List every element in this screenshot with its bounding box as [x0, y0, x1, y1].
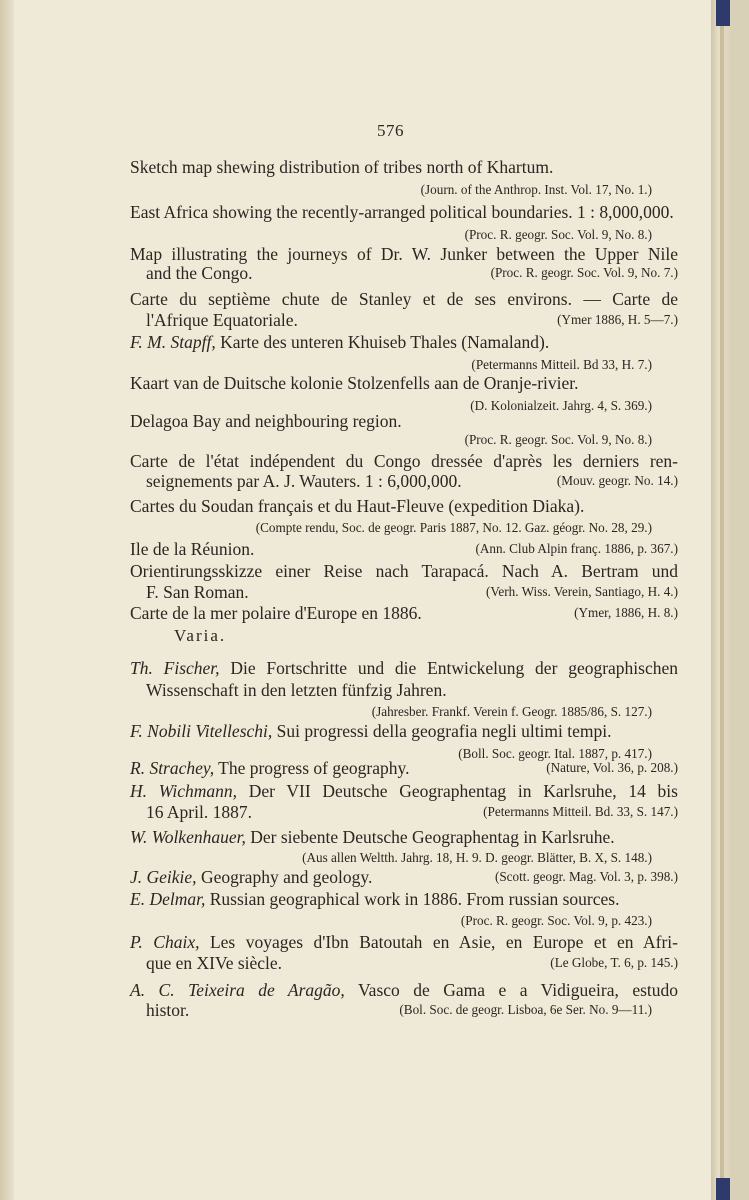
varia-author: E. Delmar, — [130, 889, 206, 909]
entry-author: F. M. Stapff, — [130, 332, 216, 352]
varia-source: (Bol. Soc. de geogr. Lisboa, 6e Ser. No. 9—11.) — [399, 1002, 652, 1017]
entry-line: Sketch map shewing distribution of tribes north of Khartum. — [130, 157, 554, 177]
varia-author: Th. Fischer, — [130, 658, 220, 678]
varia-line: 16 April. 1887. — [146, 802, 252, 822]
entry-line: Ile de la Réunion. — [130, 539, 255, 559]
varia-author: R. Strachey, — [130, 758, 215, 778]
varia-author: H. Wichmann, — [130, 781, 237, 801]
varia-line-with-source — [130, 757, 678, 779]
spine-line — [720, 0, 724, 1200]
varia-source: (Proc. R. geogr. Soc. Vol. 9, p. 423.) — [460, 913, 652, 928]
entry-line: Cartes du Soudan français et du Haut-Fleuve (expedition Diaka). — [130, 496, 585, 516]
binding-edge — [0, 0, 14, 1200]
varia-author: F. Nobili Vitelleschi, — [130, 721, 273, 741]
page-edge — [711, 0, 730, 1200]
color-tab-bottom — [716, 1178, 730, 1200]
entry-line: Karte des unteren Khuiseb Thales (Namaland). — [220, 332, 550, 352]
entry-line: Kaart van de Duitsche kolonie Stolzenfells aan de Oranje-rivier. — [130, 373, 579, 393]
varia-line-with-author — [130, 720, 678, 742]
varia-line: Sui progressi della geografia negli ultimi tempi. — [276, 721, 612, 741]
varia-line: Der VII Deutsche Geographentag in Karlsruhe, 14 bis — [248, 781, 678, 801]
entry-line: and the Congo. — [146, 263, 253, 283]
varia-line: Russian geographical work in 1886. From russian sources. — [209, 889, 620, 909]
entry-line: East Africa showing the recently-arranged political boundaries. 1 : 8,000,000. — [130, 202, 674, 222]
varia-line-with-author — [130, 888, 678, 910]
entry-source: (Compte rendu, Soc. de geogr. Paris 1887, No. 12. Gaz. géogr. No. 28, 29.) — [255, 520, 652, 535]
varia-line: Der siebente Deutsche Geographentag in Karlsruhe. — [250, 827, 615, 847]
entry-source: (Ymer 1886, H. 5—7.) — [557, 312, 678, 327]
entry-line-with-author — [130, 331, 678, 353]
entry-line-with-source — [146, 262, 678, 284]
entry-line: Delagoa Bay and neighbouring region. — [130, 411, 402, 431]
entry-source: (Proc. R. geogr. Soc. Vol. 9, No. 8.) — [464, 227, 652, 242]
varia-line: Geography and geology. — [200, 867, 373, 887]
entry-line: Carte de la mer polaire d'Europe en 1886. — [130, 603, 422, 623]
entry-line: Map illustrating the journeys of Dr. W. Junker between the Upper Nile — [130, 244, 678, 264]
entry-source: (Proc. R. geogr. Soc. Vol. 9, No. 8.) — [464, 432, 652, 447]
varia-line-with-source — [130, 866, 678, 888]
color-tab-top — [716, 0, 730, 26]
entry-source: (Mouv. geogr. No. 14.) — [556, 473, 678, 488]
varia-line-with-source — [146, 952, 678, 974]
entry-source: (Proc. R. geogr. Soc. Vol. 9, No. 7.) — [490, 265, 678, 280]
entry-line-with-source — [130, 602, 678, 624]
varia-line-with-author — [130, 780, 678, 802]
varia-author: P. Chaix, — [130, 932, 200, 952]
varia-line: The progress of geography. — [218, 758, 410, 778]
varia-source: (Scott. geogr. Mag. Vol. 3, p. 398.) — [494, 869, 678, 884]
varia-line-with-author — [130, 931, 678, 953]
varia-line-with-author — [130, 979, 678, 1001]
entry-source: (Ann. Club Alpin franç. 1886, p. 367.) — [475, 541, 678, 556]
entry-source: (Petermanns Mitteil. Bd 33, H. 7.) — [471, 357, 652, 372]
varia-source: (Aus allen Weltth. Jahrg. 18, H. 9. D. geogr. Blätter, B. X, S. 148.) — [302, 850, 652, 865]
varia-author: W. Wolkenhauer, — [130, 827, 246, 847]
varia-source: (Boll. Soc. geogr. Ital. 1887, p. 417.) — [458, 746, 652, 761]
varia-author: A. C. Teixeira de Aragão, — [130, 980, 345, 1000]
entry-source: (Journ. of the Anthrop. Inst. Vol. 17, No. 1.) — [420, 182, 652, 197]
entry-line-with-source — [146, 309, 678, 331]
entry-line-with-source — [130, 538, 678, 560]
entry-source: (Verh. Wiss. Verein, Santiago, H. 4.) — [485, 584, 678, 599]
entry-line: Carte de l'état indépendent du Congo dressée d'après les derniers ren- — [130, 451, 678, 471]
varia-line: Wissenschaft in den letzten fünfzig Jahren. — [146, 680, 447, 700]
varia-source: (Jahresber. Frankf. Verein f. Geogr. 1885/86, S. 127.) — [371, 704, 652, 719]
section-heading: Varia. — [174, 626, 227, 645]
varia-line: Vasco de Gama e a Vidigueira, estudo — [357, 980, 679, 1000]
entry-source: (D. Kolonialzeit. Jahrg. 4, S. 369.) — [470, 398, 652, 413]
varia-line-with-source — [146, 801, 678, 823]
varia-source: (Petermanns Mitteil. Bd. 33, S. 147.) — [483, 804, 678, 819]
page-number: 576 — [377, 121, 404, 140]
varia-line: Die Fortschritte und die Entwickelung der geographischen — [230, 658, 679, 678]
entry-line-with-source — [146, 581, 678, 603]
entry-source: (Ymer, 1886, H. 8.) — [574, 605, 678, 620]
varia-source: (Nature, Vol. 36, p. 208.) — [546, 760, 678, 775]
varia-author: J. Geikie, — [130, 867, 197, 887]
varia-line-with-author — [130, 657, 678, 679]
varia-source: (Le Globe, T. 6, p. 145.) — [550, 955, 678, 970]
varia-line: histor. — [146, 1000, 190, 1020]
entry-line: l'Afrique Equatoriale. — [146, 310, 298, 330]
entry-line: F. San Roman. — [146, 582, 249, 602]
varia-line: que en XIVe siècle. — [146, 953, 283, 973]
varia-line-with-source — [146, 999, 678, 1021]
varia-line: Les voyages d'Ibn Batoutah en Asie, en Europe et en Afri- — [209, 932, 678, 952]
entry-line: Carte du septième chute de Stanley et de ses environs. — Carte de — [130, 289, 678, 309]
varia-line-with-author — [130, 826, 678, 848]
entry-line-with-source — [146, 470, 678, 492]
entry-line: seignements par A. J. Wauters. 1 : 6,000,000. — [146, 471, 462, 491]
entry-line: Orientirungsskizze einer Reise nach Tarapacá. Nach A. Bertram und — [130, 561, 678, 581]
